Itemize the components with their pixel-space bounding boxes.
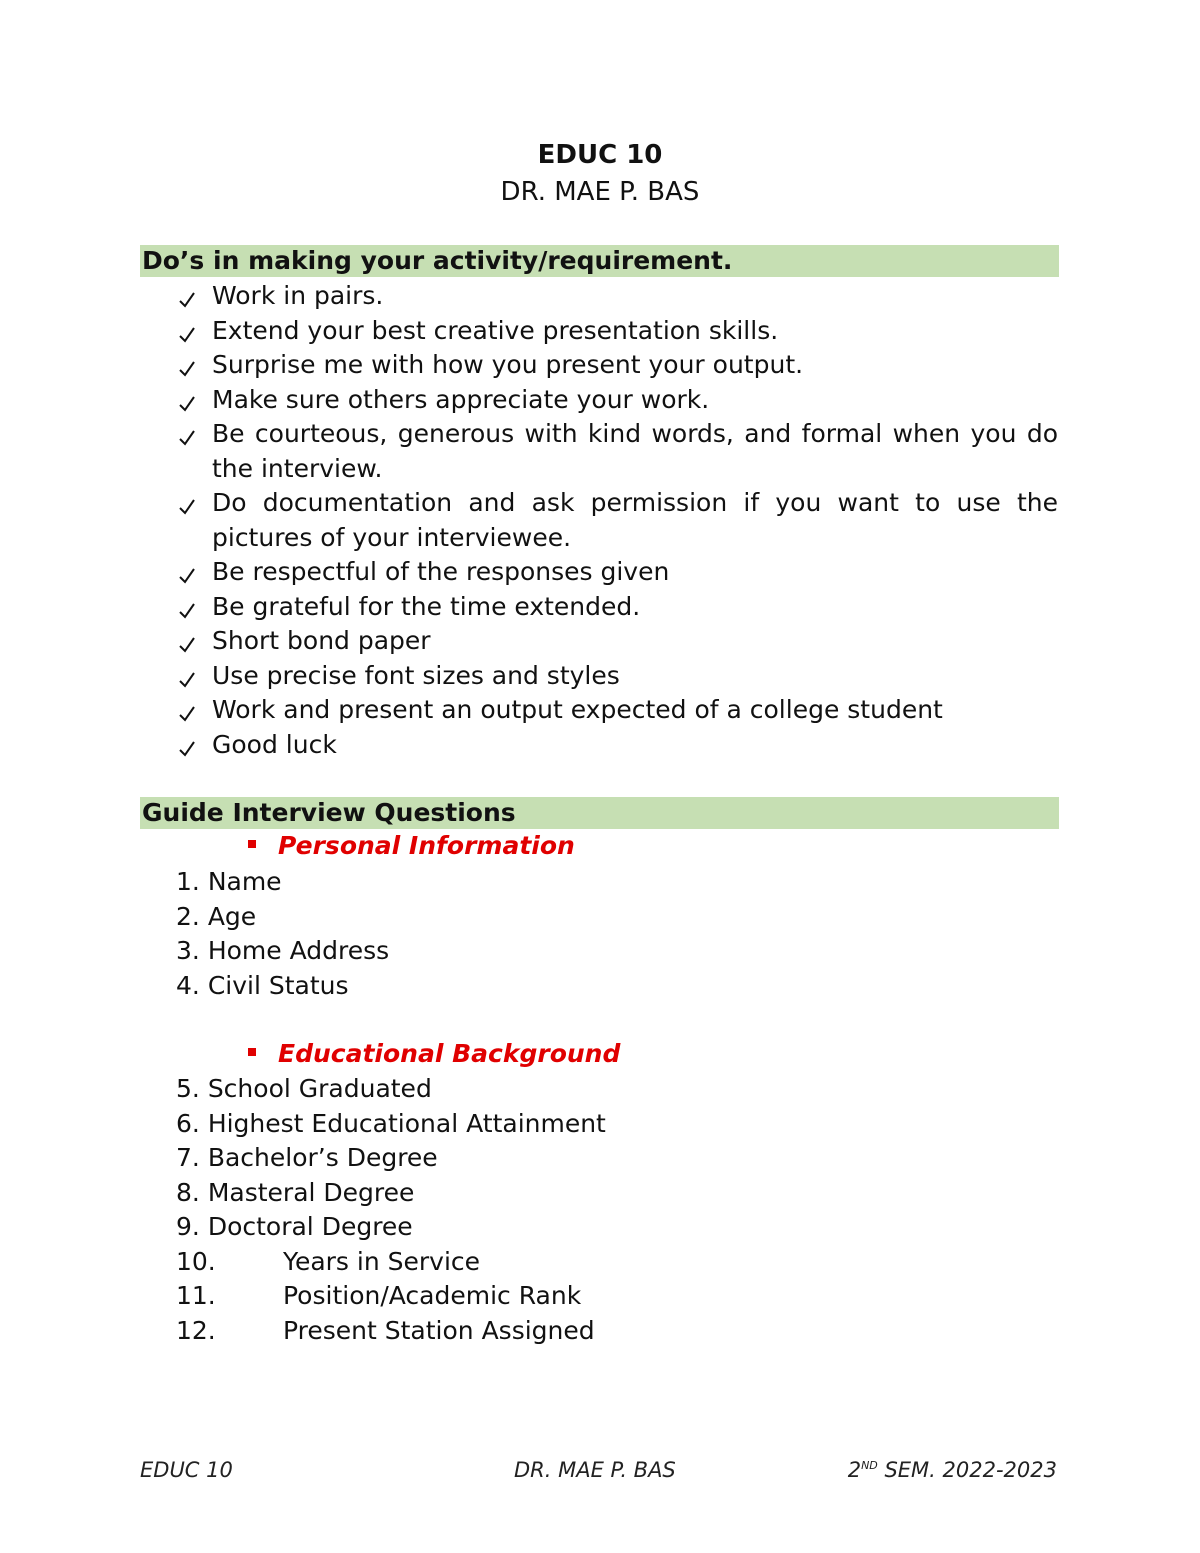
- checkmark-icon: [178, 279, 202, 314]
- dos-heading: Do’s in making your activity/requirement.: [140, 245, 1059, 277]
- dos-item-text: Surprise me with how you present your output.: [212, 350, 804, 379]
- dos-item-text: Short bond paper: [212, 626, 431, 655]
- dos-item-text: Make sure others appreciate your work.: [212, 384, 710, 414]
- checkmark-icon: [178, 348, 202, 383]
- personal-info-label: Personal Information: [278, 831, 575, 860]
- question-number: 5.: [176, 1074, 200, 1103]
- education-label: Educational Background: [278, 1039, 621, 1068]
- checkmark-icon: [178, 555, 202, 590]
- education-list: [176, 1072, 606, 1348]
- question-number: 8.: [176, 1177, 200, 1207]
- footer-semester: [848, 1458, 1057, 1482]
- dos-item: [178, 348, 1058, 383]
- question-item: [176, 1072, 606, 1107]
- dos-item: [178, 314, 1058, 349]
- instructor-name: DR. MAE P. BAS: [500, 177, 700, 207]
- question-item: [176, 900, 389, 935]
- question-text: Position/Academic Rank: [283, 1281, 582, 1310]
- dos-item: [178, 693, 1058, 728]
- checkmark-icon: [178, 659, 202, 694]
- footer-sem-rest: SEM. 2022-2023: [877, 1458, 1057, 1482]
- dos-item-text: Work in pairs.: [212, 281, 384, 310]
- dos-item: [178, 279, 1058, 314]
- personal-info-list: [176, 865, 389, 1003]
- education-subheading: [248, 1039, 620, 1068]
- question-text: Masteral Degree: [207, 1177, 415, 1207]
- question-number: 7.: [176, 1143, 200, 1172]
- dos-item-text: Be courteous, generous with kind words, and formal when you do the interview.: [212, 419, 1058, 483]
- footer-sem-num: 2: [847, 1458, 862, 1482]
- personal-info-subheading: [248, 831, 575, 860]
- question-item: [176, 1210, 606, 1245]
- dos-item: [178, 486, 1058, 555]
- question-text: Present Station Assigned: [283, 1315, 595, 1345]
- checkmark-icon: [178, 624, 202, 659]
- dos-list: [178, 279, 1058, 762]
- question-item: [176, 1176, 606, 1211]
- checkmark-icon: [178, 693, 202, 728]
- question-number: 6.: [176, 1108, 200, 1138]
- checkmark-icon: [178, 728, 202, 763]
- question-number: 2.: [176, 901, 200, 931]
- footer-course: EDUC 10: [140, 1458, 233, 1482]
- question-number: 10.: [176, 1246, 216, 1276]
- course-title: EDUC 10: [537, 140, 663, 170]
- checkmark-icon: [178, 590, 202, 625]
- dos-item-text: Be respectful of the responses given: [212, 557, 670, 586]
- question-text: Civil Status: [207, 970, 349, 1000]
- dos-item: [178, 624, 1058, 659]
- question-text: Doctoral Degree: [207, 1212, 413, 1241]
- dos-item: [178, 383, 1058, 418]
- dos-item-text: Work and present an output expected of a college student: [212, 695, 943, 724]
- dos-item: [178, 417, 1058, 486]
- question-item: [176, 1245, 606, 1280]
- dos-item-text: Be grateful for the time extended.: [212, 591, 641, 621]
- footer-sem-sup: ND: [861, 1459, 878, 1472]
- dos-item: [178, 555, 1058, 590]
- question-item: [176, 1279, 606, 1314]
- checkmark-icon: [178, 417, 202, 452]
- question-number: 12.: [176, 1315, 216, 1345]
- square-bullet-icon: [248, 840, 256, 848]
- question-text: Name: [207, 867, 282, 896]
- question-item: [176, 1314, 606, 1349]
- question-text: Highest Educational Attainment: [207, 1108, 606, 1138]
- question-text: Home Address: [207, 936, 390, 965]
- question-number: 11.: [176, 1281, 216, 1310]
- question-text: Bachelor’s Degree: [207, 1143, 438, 1172]
- dos-item: [178, 728, 1058, 763]
- dos-item: [178, 590, 1058, 625]
- question-item: [176, 1107, 606, 1142]
- question-text: Years in Service: [283, 1246, 481, 1276]
- dos-item-text: Do documentation and ask permission if you want to use the pictures of your interviewee.: [212, 488, 1058, 552]
- dos-item-text: Use precise font sizes and styles: [212, 660, 620, 690]
- dos-item-text: Good luck: [212, 729, 337, 759]
- question-number: 9.: [176, 1212, 200, 1241]
- dos-item-text: Extend your best creative presentation skills.: [212, 315, 779, 345]
- checkmark-icon: [178, 383, 202, 418]
- checkmark-icon: [178, 314, 202, 349]
- question-item: [176, 934, 389, 969]
- question-number: 3.: [176, 936, 200, 965]
- question-item: [176, 969, 389, 1004]
- question-number: 1.: [176, 867, 200, 896]
- square-bullet-icon: [248, 1048, 256, 1056]
- question-text: Age: [207, 901, 257, 931]
- question-text: School Graduated: [207, 1074, 432, 1103]
- question-item: [176, 1141, 606, 1176]
- question-item: [176, 865, 389, 900]
- guide-heading: Guide Interview Questions: [140, 797, 1059, 829]
- dos-item: [178, 659, 1058, 694]
- checkmark-icon: [178, 486, 202, 521]
- footer-instructor: DR. MAE P. BAS: [514, 1458, 676, 1482]
- question-number: 4.: [176, 970, 200, 1000]
